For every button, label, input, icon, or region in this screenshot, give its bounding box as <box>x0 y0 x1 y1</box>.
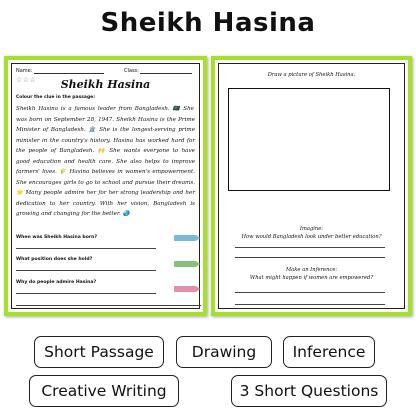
name-label: Name: <box>16 68 33 74</box>
passage-worksheet <box>4 56 207 316</box>
tag-creative-writing: Creative Writing <box>29 375 179 407</box>
class-line <box>140 73 192 74</box>
green-crayon-icon <box>174 261 196 267</box>
tag-drawing: Drawing <box>176 336 272 368</box>
worksheet-frame <box>11 63 200 309</box>
tag-inference: Inference <box>283 336 375 368</box>
name-line <box>34 73 104 74</box>
tag-3-short-questions: 3 Short Questions <box>231 375 387 407</box>
inference-line-1 <box>235 292 385 293</box>
imagine-question: How would Bangladesh look under better education? <box>241 234 382 240</box>
page-title: Sheikh Hasina <box>100 8 316 38</box>
drawing-prompt: Draw a picture of Sheikh Hasina. <box>267 72 356 78</box>
answer-line-1 <box>16 248 156 249</box>
pink-crayon-icon <box>174 286 196 292</box>
name-field <box>16 68 104 74</box>
question-2: What position does she hold? <box>16 257 93 262</box>
answer-line-3 <box>16 293 156 294</box>
answer-line-4 <box>16 305 201 306</box>
imagine-line-2 <box>235 257 385 258</box>
class-field <box>124 68 192 74</box>
instruction-text: Colour the clue in the passage: <box>16 95 96 100</box>
rating-stars-icon: ☆☆☆ <box>16 76 37 84</box>
activity-worksheet <box>211 56 412 316</box>
inference-question: What might happen if women are empowered? <box>249 275 374 281</box>
inference-line-2 <box>235 304 385 305</box>
question-3: Why do people admire Hasina? <box>16 280 97 285</box>
tag-short-passage: Short Passage <box>34 336 164 368</box>
class-label: Class: <box>124 68 139 74</box>
blue-crayon-icon <box>174 235 196 241</box>
reading-passage: Sheikh Hasina is a famous leader from Bangladesh. 🇧🇩 She was born on September 28, 1947. Sheikh Hasina is the Prime Minister of Bangladesh. 🏛️ She is the longest-serving prime minister in the country's history. Hasina has worked hard for the people of Bangladesh. 🙌 She wants everyone to have good education and health care. She also helps to improve farmers' lives. 🌾 Hasina believes in women's empowerment. She encourages girls to go to school and pursue their dreams. 🌟 Many people admire her for her strong leadership and her dedication to her country. With her vision, Bangladesh is growing and changing for the better. 🌏 <box>16 106 195 217</box>
answer-line-2 <box>16 270 156 271</box>
worksheet-frame <box>218 63 405 309</box>
imagine-label: Imagine: <box>299 226 324 232</box>
imagine-line-1 <box>235 247 385 248</box>
drawing-box <box>228 88 390 191</box>
question-1: When was Sheikh Hasina born? <box>16 235 98 240</box>
inference-label: Make an Inference: <box>285 267 338 273</box>
worksheet-heading: Sheikh Hasina <box>60 78 151 91</box>
